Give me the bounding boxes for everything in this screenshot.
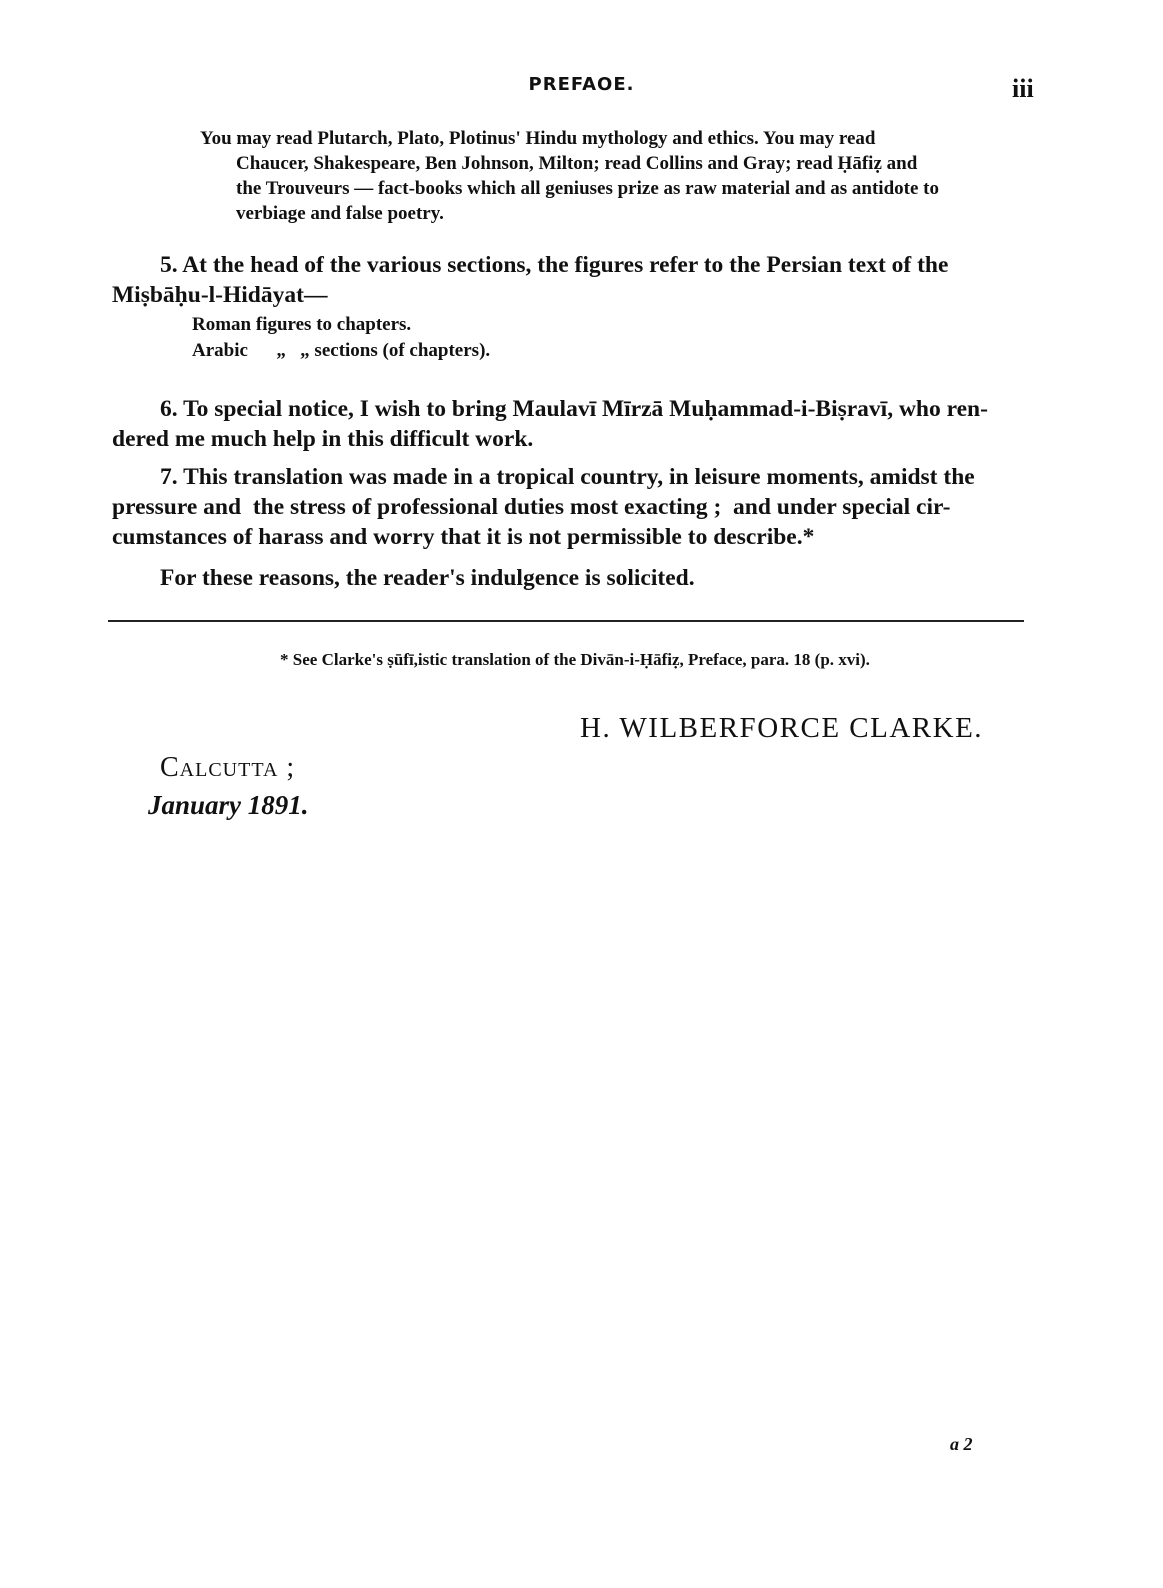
quotation-block	[200, 126, 1052, 226]
quote-line: Chaucer, Shakespeare, Ben Johnson, Milton; read Collins and Gray; read Ḥāfiẓ and	[236, 153, 918, 174]
running-title: PREFAOE.	[528, 74, 635, 95]
page-number: iii	[1012, 74, 1034, 103]
arabic-figures-note: Arabic „ „ sections (of chapters).	[192, 340, 491, 361]
paragraph-5	[112, 250, 1052, 310]
paragraph-line: Miṣbāḥu-l-Hidāyat—	[112, 282, 328, 308]
paragraph-closing	[112, 563, 1052, 593]
date-line: January 1891.	[148, 790, 309, 820]
paragraph-line: pressure and the stress of professional duties most exacting ; and under special cir-	[112, 494, 951, 520]
paragraph-line: 7. This translation was made in a tropical country, in leisure moments, amidst the	[160, 464, 975, 490]
footnote: * See Clarke's ṣūfī,istic translation of the Divān-i-Ḥāfiẓ, Preface, para. 18 (p. xvi).	[280, 650, 870, 669]
quote-line: You may read Plutarch, Plato, Plotinus' Hindu mythology and ethics. You may read	[200, 128, 876, 149]
place-line: Calcutta ;	[160, 752, 296, 783]
paragraph-6	[112, 394, 1052, 454]
paragraph-line: 5. At the head of the various sections, the figures refer to the Persian text of the	[160, 252, 949, 278]
author-signature: H. WILBERFORCE CLARKE.	[580, 712, 984, 744]
paragraph-line: 6. To special notice, I wish to bring Maulavī Mīrzā Muḥammad-i-Biṣravī, who ren-	[160, 396, 988, 422]
footnote-rule	[108, 620, 1024, 622]
quote-line: verbiage and false poetry.	[236, 203, 444, 224]
quote-line: the Trouveurs — fact-books which all geniuses prize as raw material and as antidote to	[236, 178, 939, 199]
roman-figures-note: Roman figures to chapters.	[192, 314, 412, 335]
signature-mark: a 2	[950, 1434, 973, 1454]
paragraph-7	[112, 462, 1052, 552]
paragraph-line: dered me much help in this difficult work.	[112, 426, 534, 452]
paragraph-line: For these reasons, the reader's indulgence is solicited.	[160, 565, 695, 591]
paragraph-line: cumstances of harass and worry that it is not permissible to describe.*	[112, 524, 815, 550]
figures-key	[192, 312, 490, 364]
